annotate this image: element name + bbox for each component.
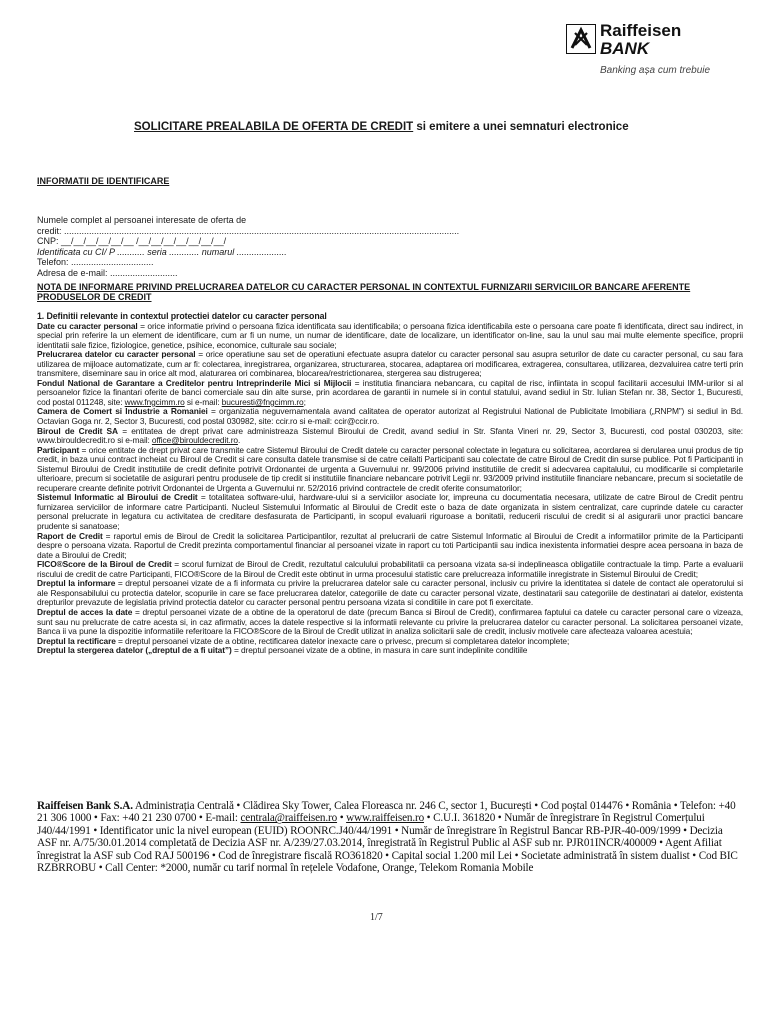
- footer-company: Raiffeisen Bank S.A.: [37, 800, 133, 812]
- identification-form: [37, 215, 737, 279]
- form-name-label: Numele complet al persoanei interesate de oferta de: [37, 215, 247, 225]
- footer-site-link[interactable]: www.raiffeisen.ro: [346, 812, 425, 825]
- form-cnp-field[interactable]: CNP: __/__/__/__/__/__ /__/__/__/__/__/__/__/: [37, 236, 227, 247]
- def-fngcimm: Fondul National de Garantare a Creditelor pentru Intreprinderile Mici si Mijlocii = institutia financiara nebancara, cu capital de risc, infiintata in scopul facilitarii accesului IMM-urilor si al persoanelor fizice la finantari oferite de banci comerciale sau din alte surse, prin acordarea de garantii in numele si in contul statului, avand sediul in Str. Iulian Stefan nr. 38, Sector 1, Bucuresti, cod postal 011248, site: www.fngcimm.ro si e-mail: bucuresti@fngcimm.ro;: [37, 377, 743, 407]
- def-drept-informare: Dreptul la informare = dreptul persoanei vizate de a fi informata cu privire la prelucrarea datelor sale cu caracter personal, inclusiv cu privire la identitatea si datele de contact ale operatorului si ale Responsabilului cu protectia datelor, scopurile in care se face prelucrarea datelor, categoriile de date cu caracter personal vizate, destinatarii sau categoriile de destinatari ai datelor, existenta drepturilor prevazute de legislatia privind protectia datelor cu caracter personal pentru persoana vizata si conditiile in care pot fi exercitate.: [37, 578, 743, 608]
- def-prelucrare: Prelucrarea datelor cu caracter personal = orice operatiune sau set de operatiuni efectuate asupra datelor cu caracter personal sau asupra seturilor de date cu caracter personal, cu sau fara utilizarea de mijloace automatizate, cum ar fi: colectarea, inregistrarea, organizarea, structurarea, stocarea, adaptarea ori modificarea, extragerea, consultarea, utilizarea, dezvaluirea catre terti prin transmitere, diseminare sau in orice alt mod, alaturarea ori combinarea, blocarea/restrictionarea, stergerea sau distrugerea;: [37, 349, 743, 379]
- form-phone-field[interactable]: Telefon: .................................: [37, 257, 154, 268]
- def-ccir: Camera de Comert si Industrie a Romaniei = organizatia neguvernamentala avand calitatea de operator autorizat al Registrului National de Publicitate Imobiliara („RNPM”) si sediul in Bd. Octavian Goga nr. 2, Sector 3, Bucuresti, cod postal 030982, site: ccir.ro si e-mail: ccir@ccir.ro.: [37, 406, 744, 427]
- page-number: 1/7: [370, 912, 383, 923]
- def-biroul-credit: Biroul de Credit SA = entitatea de drept privat care administreaza Sistemul Biroului de Credit, avand sediul in Str. Sfanta Vineri nr. 29, Sector 3, Bucuresti, cod postal 030203, site: www.birouldecredit.ro si e-mail: office@birouldecredit.ro.: [37, 425, 743, 446]
- def-participant: Participant = orice entitate de drept privat care transmite catre Sistemul Biroului de Credit datele cu caracter personal colectate in legatura cu solicitarea, acordarea si derularea unui produs de tip credit, in baza unui contract incheiat cu Biroul de Credit si care consulta datele transmise si de catre ceilalti Participanti sau colectate de catre Biroul de Credit din surse publice. Pot fi Participanti in Sistemul Biroului de Credit institutiile de credit definite potrivit Ordonantei de urgenta a Guvernului nr. 99/2006 privind institutiile de credit si adecvarea capitalului, cu modificarile si completarile ulterioare, precum si societatile de asigurari pentru produsele de tip credit si institutiile financiare nebancare potrivit Legii nr. 93/2009 privind institutiile financiare nebancare, precum si societatile de recuperare creante definite potrivit Ordonantei de Urgenta a Guvernului nr. 52/2016 privind contractele de credit oferite consumatorilor;: [37, 444, 743, 493]
- raiffeisen-logo: [566, 20, 726, 86]
- def-drept-acces: Dreptul de acces la date = dreptul persoanei vizate de a obtine de la operatorul de date (precum Banca si Biroul de Credit), confirmarea faptului ca datele cu caracter personal care o vizeaza, sunt sau nu prelucrate de catre acesta si, in caz afirmativ, acces la datele respective si la informatii relevante cu privire la prelucrarea datelor cu caracter personal. La solicitarea persoanei vizate, Banca ii va pune la dispozitie informatiile referitoare la FICO®Score de la Biroul de Credit utilizat in analiza solicitarii sale de credit, inclusiv motivele care afecteaza valoarea acestuia;: [37, 606, 743, 637]
- def-drept-rectificare: Dreptul la rectificare = dreptul persoanei vizate de a obtine, rectificarea datelor inexacte care o privesc, precum si completarea datelor incomplete;: [37, 635, 570, 646]
- fngcimm-email-link[interactable]: bucuresti@fngcimm.ro: [221, 396, 304, 407]
- nota-heading: NOTA DE INFORMARE PRIVIND PRELUCRAREA DATELOR CU CARACTER PERSONAL IN CONTEXTUL FURNIZARII SERVICIILOR BANCARE AFERENTE PRODUSELOR DE CREDIT: [37, 282, 691, 303]
- logo-name: Raiffeisen: [600, 21, 682, 40]
- def-drept-stergere: Dreptul la stergerea datelor („dreptul de a fi uitat”) = dreptul persoanei vizate de a obtine, in masura in care sunt indeplinite conditiile: [37, 645, 528, 656]
- def-raport-credit: Raport de Credit = raportul emis de Biroul de Credit la solicitarea Participantilor, rezultat al prelucrarii de catre Sistemul Informatic al Biroului de Credit a informatiilor primite de la Participanti despre o persoana vizata. Raportul de Credit prezinta comportamentul financiar al persoanei vizate in raport cu toti Participantii sau indica inexistenta informatiei despre acea persoana in baza de date a Biroului de Credit;: [37, 530, 743, 560]
- definitions-body: [37, 312, 743, 656]
- form-email-field[interactable]: Adresa de e-mail: ...........................: [37, 267, 178, 278]
- footer-email-link[interactable]: centrala@raiffeisen.ro: [240, 812, 338, 825]
- section-heading-identificare: INFORMATII DE IDENTIFICARE: [37, 176, 170, 186]
- raiffeisen-gable-cross-icon: [566, 24, 596, 54]
- def-date-personale: Date cu caracter personal = orice informatie privind o persoana fizica identificata sau identificabila; o persoana fizica identificabila este o persoana care poate fi identificata, direct sau indirect, in special prin referire la un element de identificare, cum ar fi un nume, un numar de identificare, date de localizare, un identificator on-line, sau la unul sau mai multe elemente specifice, proprii identitatii sale fizice, fiziologice, genetice, psihice, economice, culturale sau sociale;: [37, 320, 743, 350]
- form-id-field[interactable]: Identificata cu CI/ P ........... seria ............ numarul ....................: [37, 246, 287, 257]
- document-title: [134, 121, 629, 133]
- definitions-heading: 1. Definitii relevante in contextul protectiei datelor cu caracter personal: [37, 311, 327, 321]
- birou-email-link[interactable]: office@birouldecredit.ro: [151, 435, 238, 446]
- company-footer: Raiffeisen Bank S.A. Administrația Centrală • Clădirea Sky Tower, Calea Floreasca nr. 246 C, sector 1, București • Cod poștal 014476 • România • Telefon: +40 21 306 1000 • Fax: +40 21 230 0700 • E-mail: centrala@raiffeisen.ro • www.raiffeisen.ro • C.U.I. 361820 • Număr de înregistrare în Registrul Comerțului J40/44/1991 • Identificator unic la nivel european (EUID) ROONRC.J40/44/1991 • Număr de înregistrare în Registrul Bancar RB-PJR-40-009/1999 • Decizia ASF nr. A/75/30.01.2014 completată de Decizia ASF nr. A/239/27.03.2014, înregistrată în Registrul Public al ASF sub nr. PJR01INCR/400009 • Agent Afiliat înregistrat la ASF sub Cod RAJ 500196 • Cod de înregistrare fiscală RO361820 • Capital social 1.200 mil Lei • Societate administrată în sistem dualist • Cod BIC RZBRROBU • Call Center: *2000, număr cu tarif normal în rețelele Vodafone, Orange, Telekom Romania Mobile: [37, 800, 738, 875]
- def-sistem-informatic: Sistemul Informatic al Biroului de Credit = totalitatea software-ului, hardware-ului si a serviciilor asociate lor, impreuna cu documentatia necesara, utilizate de catre Biroul de Credit pentru furnizarea serviciilor de informare catre Participanti. Nucleul Sistemului Informatic al Biroului de Credit este o baza de date organizata in sistem centralizat, care cuprinde datele cu caracter personal prelucrate in legatura cu activitatea de creditare desfasurata de Participanti, in scopul evaluarii riguroase a bonitatii, reducerii riscului de credit si al asigurarii unor practici bancare prudente si sanatoase;: [37, 492, 743, 532]
- logo-bank: BANK: [600, 39, 650, 58]
- form-name-field[interactable]: credit: ..............................................................................................................................................................: [37, 225, 460, 236]
- fngcimm-site-link[interactable]: www.fngcimm.ro: [124, 396, 185, 407]
- title-sub: si emitere a unei semnaturi electronice: [413, 121, 629, 133]
- title-main: SOLICITARE PREALABILA DE OFERTA DE CREDIT: [134, 121, 414, 133]
- logo-slogan: Banking așa cum trebuie: [600, 65, 711, 76]
- def-fico-score: FICO®Score de la Biroul de Credit = scorul furnizat de Biroul de Credit, rezultatul calculului probabilitatii ca persoana vizata sa-si indeplineasca obligatiile contractuale la timp. Parte a evaluarii riscului de credit de catre Participanti, FICO®Score de la Biroul de Credit este obtinut in urma procesului statistic care prelucreaza informatiile inregistrate in Sistemul Biroului de Credit;: [37, 559, 743, 579]
